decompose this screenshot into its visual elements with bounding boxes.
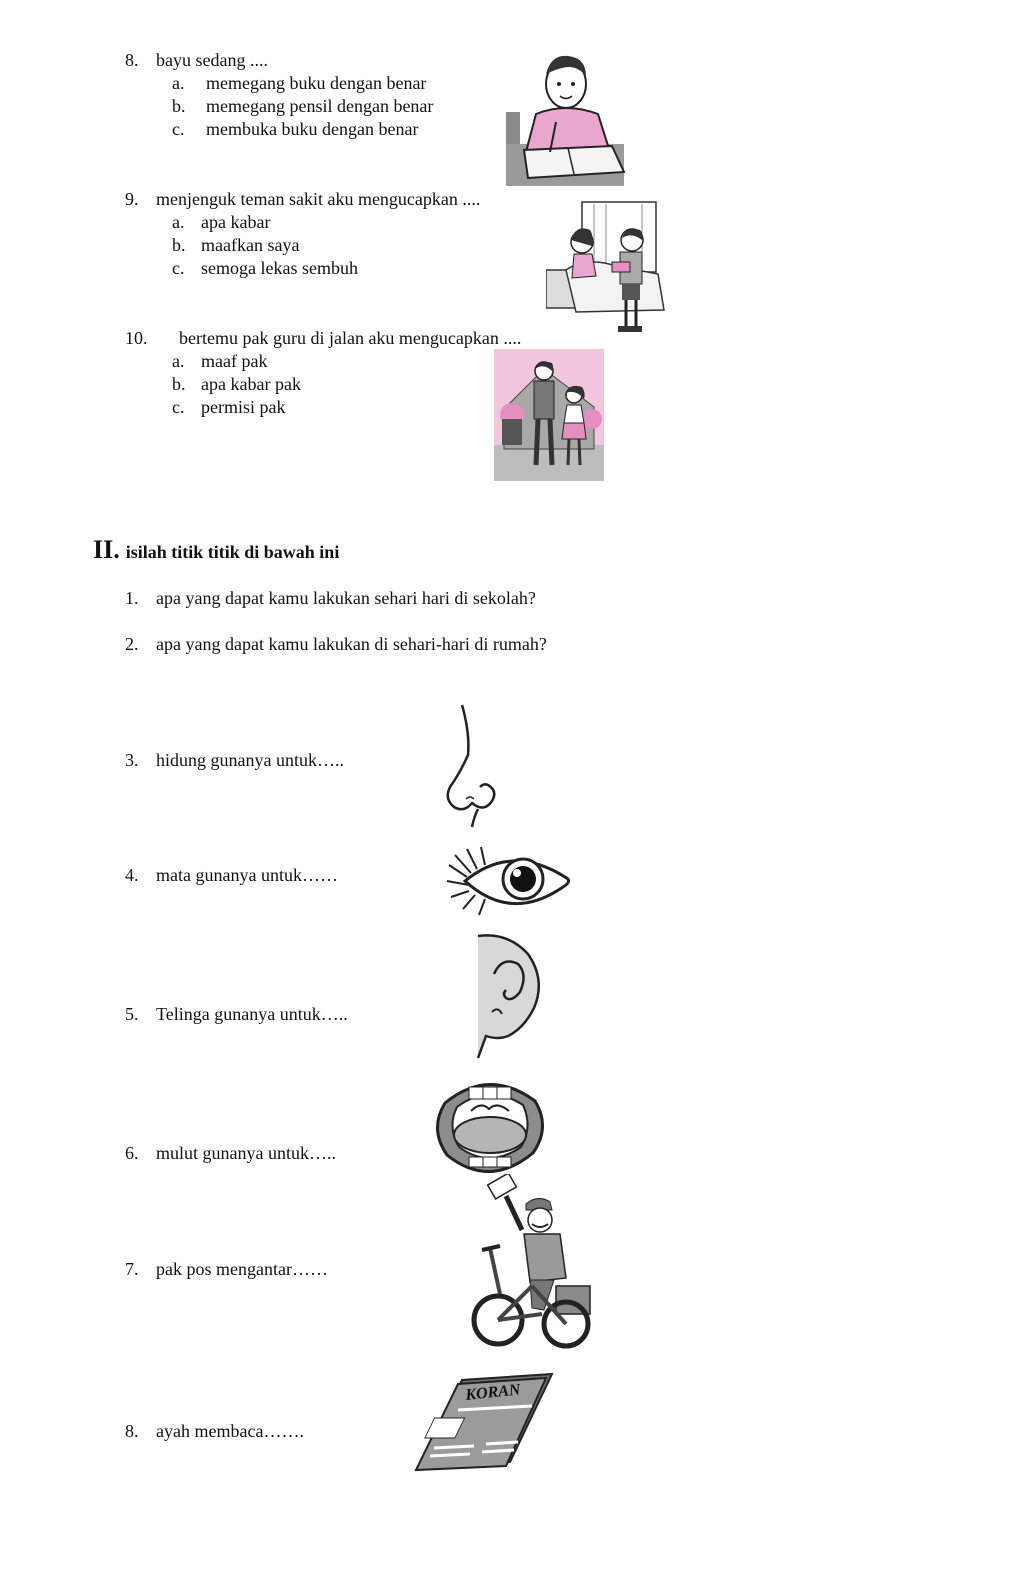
s2-item6-number: 6. [125,1143,139,1163]
s2-item2-number: 2. [125,634,139,654]
s2-item1-number: 1. [125,588,139,608]
s2-item5-number: 5. [125,1004,139,1024]
newspaper-illustration [414,1370,554,1474]
q8-option-a-letter: a. [172,73,185,93]
q10-option-b-letter: b. [172,374,186,394]
s2-item4-number: 4. [125,865,139,885]
nose-icon [444,703,504,829]
q8-option-c-letter: c. [172,119,185,139]
s2-item1-text: apa yang dapat kamu lakukan sehari hari di sekolah? [156,588,536,608]
q9-option-a: apa kabar [201,212,271,232]
q8-option-b-letter: b. [172,96,186,116]
s2-item3-number: 3. [125,750,139,770]
eye-icon [445,847,575,917]
q10-option-b: apa kabar pak [201,374,301,394]
newspaper-masthead: KORAN [464,1381,522,1404]
q8-option-b: memegang pensil dengan benar [206,96,434,116]
s2-item8-number: 8. [125,1421,139,1441]
q9-number: 9. [125,189,139,209]
q8-question: bayu sedang .... [156,50,268,70]
s2-item7-number: 7. [125,1259,139,1279]
q9-option-c-letter: c. [172,258,185,278]
s2-item2-text: apa yang dapat kamu lakukan di sehari-hari di rumah? [156,634,547,654]
q9-option-a-letter: a. [172,212,185,232]
q10-question: bertemu pak guru di jalan aku mengucapkan .... [179,328,522,348]
s2-item6-text: mulut gunanya untuk….. [156,1143,336,1163]
s2-item8-text: ayah membaca……. [156,1421,304,1441]
ear-icon [472,932,544,1060]
q8-option-a: memegang buku dengan benar [206,73,427,93]
hospital-visit-illustration [546,200,668,338]
s2-item7-text: pak pos mengantar…… [156,1259,328,1279]
s2-item5-text: Telinga gunanya untuk….. [156,1004,348,1024]
mouth-icon [433,1073,547,1181]
postman-bicycle-illustration [470,1174,594,1350]
q8-option-c: membuka buku dengan benar [206,119,419,139]
meeting-teacher-illustration [494,349,604,481]
q9-option-c: semoga lekas sembuh [201,258,358,278]
s2-item3-text: hidung gunanya untuk….. [156,750,344,770]
q8-number: 8. [125,50,139,70]
q10-number: 10. [125,328,148,348]
q10-option-a: maaf pak [201,351,268,371]
q9-option-b: maafkan saya [201,235,300,255]
s2-item4-text: mata gunanya untuk…… [156,865,338,885]
q10-option-a-letter: a. [172,351,185,371]
boy-writing-illustration [506,52,626,186]
q10-option-c: permisi pak [201,397,286,417]
section-roman-numeral: II. [93,535,120,564]
q9-option-b-letter: b. [172,235,186,255]
section-heading [93,535,339,565]
section-title: isilah titik titik di bawah ini [125,542,340,562]
q9-question: menjenguk teman sakit aku mengucapkan .... [156,189,481,209]
q10-option-c-letter: c. [172,397,185,417]
